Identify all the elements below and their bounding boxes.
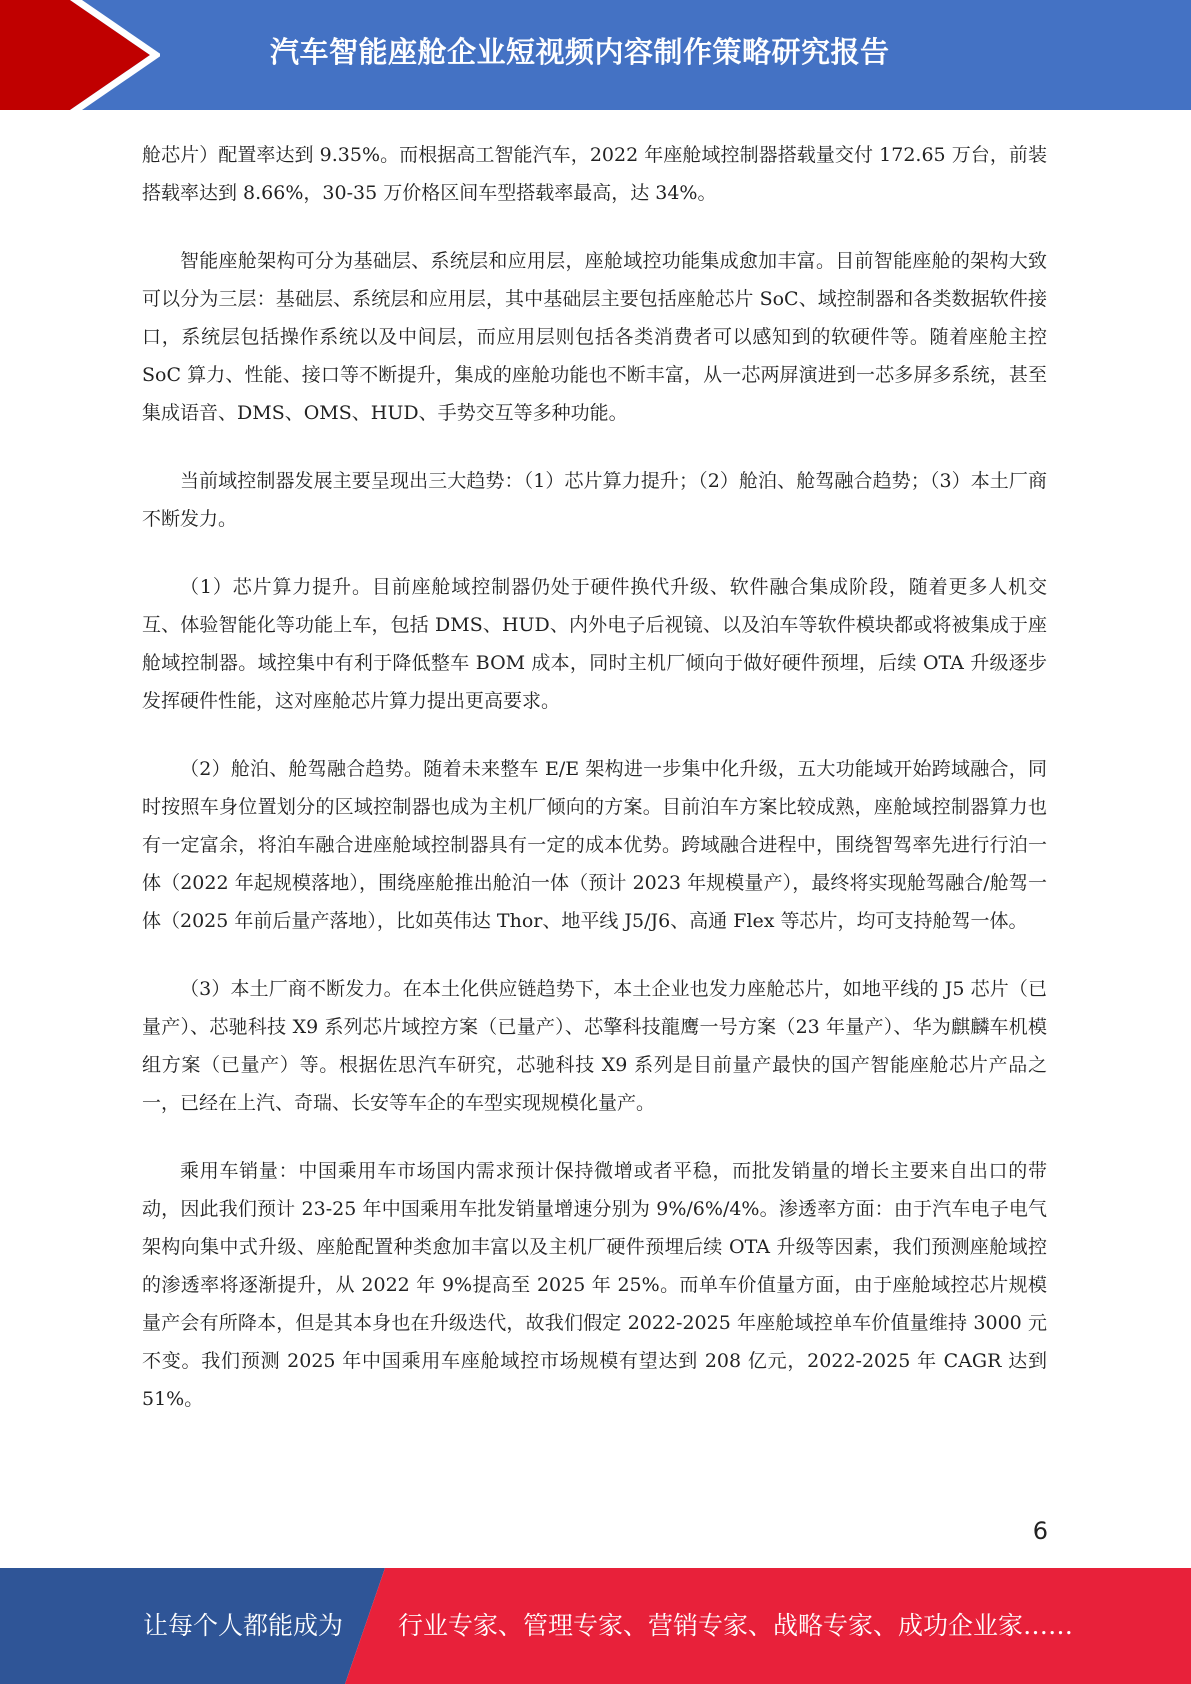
paragraph-passenger-car-sales: 乘用车销量：中国乘用车市场国内需求预计保持微增或者平稳，而批发销量的增长主要来自出口的带动，因此我们预计 23-25 年中国乘用车批发销量增速分别为 9%/6%/4%。渗透率方面：由于汽车电子电气架构向集中式升级、座舱配置种类愈加丰富以及主机厂硬件预埋后续 OTA 升级等因素，我们预测座舱域控的渗透率将逐渐提升，从 2022 年 9%提高至 2025 年 25%。而单车价值量方面，由于座舱域控芯片规模量产会有所降本，但是其本身也在升级迭代，故我们假定 2022-2025 年座舱域控单车价值量维持 3000 元不变。我们预测 2025 年中国乘用车座舱域控市场规模有望达到 208 亿元，2022-2025 年 CAGR 达到 51%。 (142, 1160, 1047, 1410)
header-arrow-icon (0, 0, 160, 110)
paragraph-trend-2: （2）舱泊、舱驾融合趋势。随着未来整车 E/E 架构进一步集中化升级，五大功能域开始跨域融合，同时按照车身位置划分的区域控制器也成为主机厂倾向的方案。目前泊车方案比较成熟，座舱域控制器算力也有一定富余，将泊车融合进座舱域控制器具有一定的成本优势。跨域融合进程中，围绕智驾率先进行行泊一体（2022 年起规模落地），围绕座舱推出舱泊一体（预计 2023 年规模量产），最终将实现舱驾融合/舱驾一体（2025 年前后量产落地），比如英伟达 Thor、地平线 J5/J6、高通 Flex 等芯片，均可支持舱驾一体。 (142, 758, 1047, 932)
footer-slogan-right: 行业专家、管理专家、营销专家、战略专家、成功企业家…… (398, 1611, 1074, 1640)
report-body (142, 136, 1047, 1448)
paragraph-architecture: 智能座舱架构可分为基础层、系统层和应用层，座舱域控功能集成愈加丰富。目前智能座舱的架构大致可以分为三层：基础层、系统层和应用层，其中基础层主要包括座舱芯片 SoC、域控制器和各类数据软件接口，系统层包括操作系统以及中间层，而应用层则包括各类消费者可以感知到的软硬件等。随着座舱主控 SoC 算力、性能、接口等不断提升，集成的座舱功能也不断丰富，从一芯两屏演进到一芯多屏多系统，甚至集成语音、DMS、OMS、HUD、手势交互等多种功能。 (142, 250, 1047, 424)
paragraph-trend-1: （1）芯片算力提升。目前座舱域控制器仍处于硬件换代升级、软件融合集成阶段，随着更多人机交互、体验智能化等功能上车，包括 DMS、HUD、内外电子后视镜、以及泊车等软件模块都或将被集成于座舱域控制器。域控集中有利于降低整车 BOM 成本，同时主机厂倾向于做好硬件预埋，后续 OTA 升级逐步发挥硬件性能，这对座舱芯片算力提出更高要求。 (142, 576, 1047, 712)
page-header (0, 0, 1191, 110)
page-footer (0, 1568, 1191, 1684)
paragraph-trends-intro: 当前域控制器发展主要呈现出三大趋势：（1）芯片算力提升；（2）舱泊、舱驾融合趋势；（3）本土厂商不断发力。 (142, 470, 1047, 530)
paragraph-trend-3: （3）本土厂商不断发力。在本土化供应链趋势下，本土企业也发力座舱芯片，如地平线的 J5 芯片（已量产）、芯驰科技 X9 系列芯片域控方案（已量产）、芯擎科技龍鹰一号方案（23 年量产）、华为麒麟车机模组方案（已量产）等。根据佐思汽车研究，芯驰科技 X9 系列是目前量产最快的国产智能座舱芯片产品之一，已经在上汽、奇瑞、长安等车企的车型实现规模化量产。 (142, 978, 1047, 1114)
report-title: 汽车智能座舱企业短视频内容制作策略研究报告 (270, 35, 890, 69)
page-number: 6 (1032, 1517, 1048, 1545)
paragraph-continuation: 舱芯片）配置率达到 9.35%。而根据高工智能汽车，2022 年座舱域控制器搭载量交付 172.65 万台，前装搭载率达到 8.66%，30-35 万价格区间车型搭载率最高，达 34%。 (142, 144, 1047, 204)
footer-slogan-left: 让每个人都能成为 (143, 1611, 344, 1640)
